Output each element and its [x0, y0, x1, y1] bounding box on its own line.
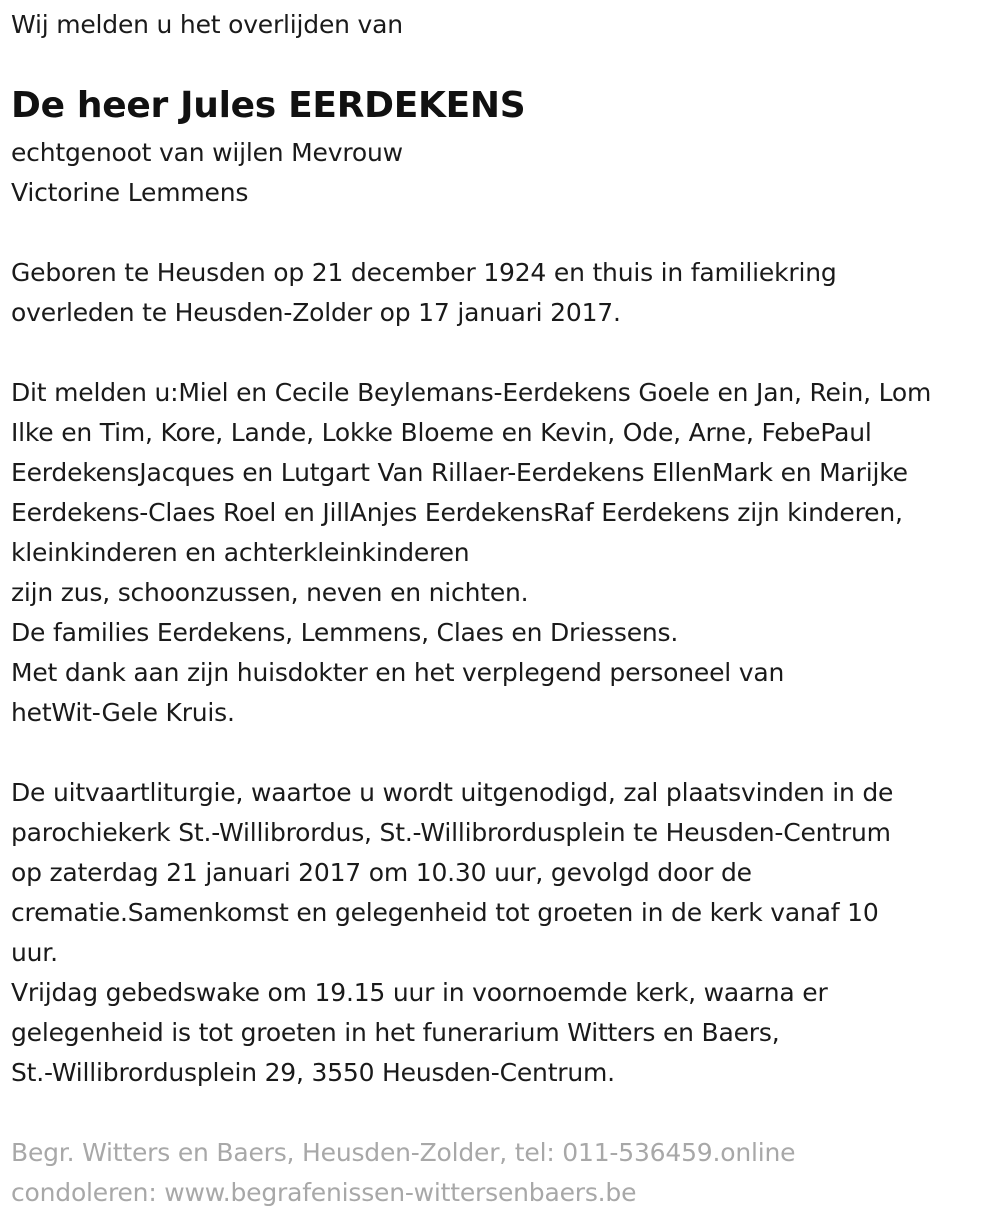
funeral-line: parochiekerk St.-Willibrordus, St.-Willibrordusplein te Heusden-Centrum — [11, 818, 891, 847]
family-line: De families Eerdekens, Lemmens, Claes en Driessens. — [11, 618, 679, 647]
funeral-line: gelegenheid is tot groeten in het funerarium Witters en Baers, — [11, 1018, 780, 1047]
deceased-name: De heer Jules EERDEKENS — [11, 85, 526, 126]
funeral-line: Vrijdag gebedswake om 19.15 uur in voornoemde kerk, waarna er — [11, 978, 828, 1007]
footer-condolence-link[interactable]: condoleren: www.begrafenissen-wittersenbaers.be — [11, 1178, 637, 1207]
spouse-section — [11, 133, 403, 213]
birth-death-line: overleden te Heusden-Zolder op 17 januari 2017. — [11, 298, 621, 327]
intro-text: Wij melden u het overlijden van — [11, 10, 403, 39]
family-section — [11, 373, 931, 733]
funeral-section — [11, 773, 893, 1093]
funeral-line: uur. — [11, 938, 58, 967]
footer-funeral-home: Begr. Witters en Baers, Heusden-Zolder, tel: 011-536459.online — [11, 1138, 796, 1167]
funeral-line: De uitvaartliturgie, waartoe u wordt uitgenodigd, zal plaatsvinden in de — [11, 778, 894, 807]
birth-death-line: Geboren te Heusden op 21 december 1924 en thuis in familiekring — [11, 258, 837, 287]
spouse-line: echtgenoot van wijlen Mevrouw — [11, 138, 403, 167]
family-line: hetWit-Gele Kruis. — [11, 698, 235, 727]
birth-death-section — [11, 253, 837, 333]
funeral-line: crematie.Samenkomst en gelegenheid tot groeten in de kerk vanaf 10 — [11, 898, 879, 927]
family-line: Ilke en Tim, Kore, Lande, Lokke Bloeme en Kevin, Ode, Arne, FebePaul — [11, 418, 872, 447]
family-line: EerdekensJacques en Lutgart Van Rillaer-Eerdekens EllenMark en Marijke — [11, 458, 908, 487]
footer-section — [11, 1133, 795, 1213]
family-line: Met dank aan zijn huisdokter en het verplegend personeel van — [11, 658, 785, 687]
spouse-line: Victorine Lemmens — [11, 178, 249, 207]
funeral-line: St.-Willibrordusplein 29, 3550 Heusden-Centrum. — [11, 1058, 615, 1087]
family-line: kleinkinderen en achterkleinkinderen — [11, 538, 470, 567]
funeral-line: op zaterdag 21 januari 2017 om 10.30 uur, gevolgd door de — [11, 858, 752, 887]
family-line: Dit melden u:Miel en Cecile Beylemans-Eerdekens Goele en Jan, Rein, Lom — [11, 378, 932, 407]
family-line: zijn zus, schoonzussen, neven en nichten. — [11, 578, 529, 607]
family-line: Eerdekens-Claes Roel en JillAnjes EerdekensRaf Eerdekens zijn kinderen, — [11, 498, 903, 527]
